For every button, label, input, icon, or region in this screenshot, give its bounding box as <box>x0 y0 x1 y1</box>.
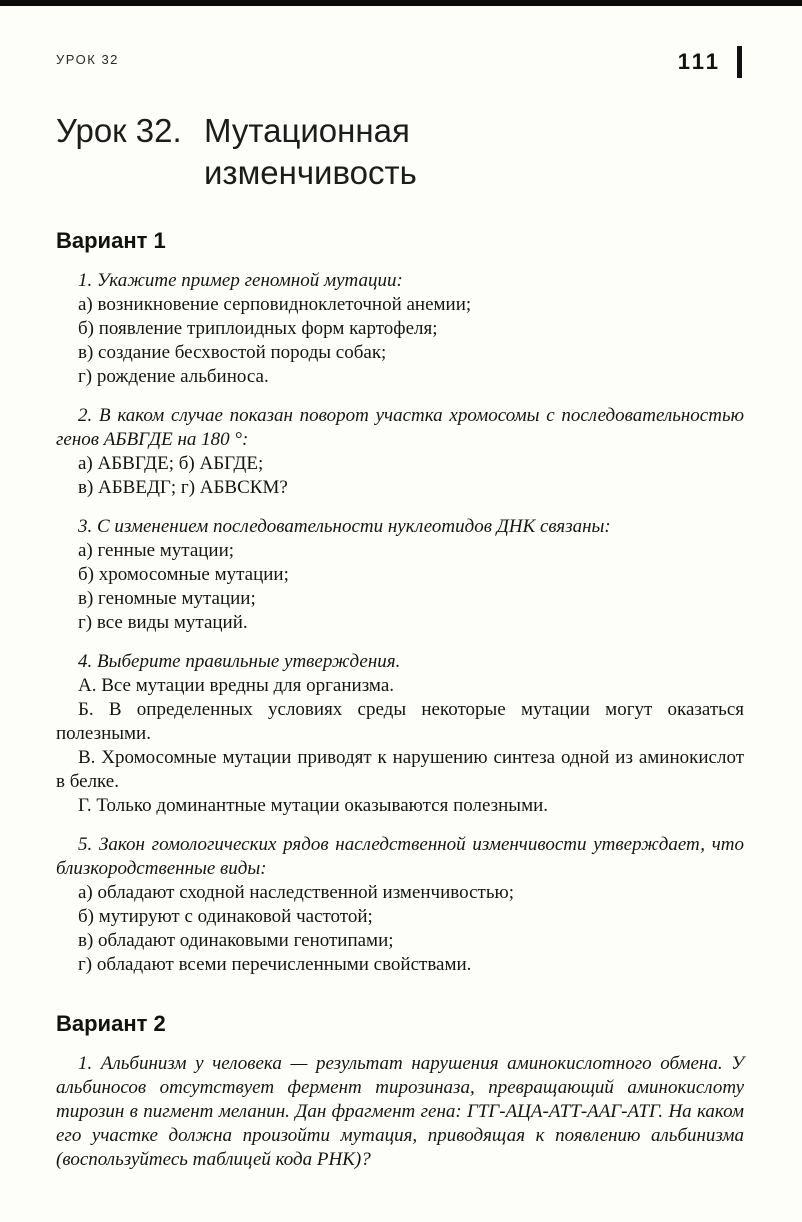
question-4-statement-g: Г. Только доминантные мутации оказываются полезными. <box>78 795 549 816</box>
lesson-name <box>204 110 417 194</box>
running-header-text: УРОК 32 <box>56 52 119 67</box>
question-2 <box>56 404 744 500</box>
lesson-name-line1: Мутационная <box>204 112 410 149</box>
question-2-stem: 2. В каком случае показан поворот участка хромосомы с последовательностью генов АБВГДЕ на 180 °: <box>56 405 744 450</box>
lesson-title <box>56 110 744 194</box>
question-1-option-a: а) возникновение серповидноклеточной анемии; <box>78 294 472 315</box>
question-3-option-a: а) генные мутации; <box>78 540 235 561</box>
question-3 <box>56 515 744 635</box>
question-5-option-v: в) обладают одинаковыми генотипами; <box>78 930 394 951</box>
question-4-statement-a: А. Все мутации вредны для организма. <box>78 675 395 696</box>
question-3-option-v: в) геномные мутации; <box>78 588 256 609</box>
question-1 <box>56 269 744 389</box>
running-header <box>56 46 744 78</box>
question-2-options-line2: в) АБВЕДГ; г) АБВСКМ? <box>78 477 288 498</box>
question-5 <box>56 833 744 977</box>
question-1-option-b: б) появление триплоидных форм картофеля; <box>78 318 438 339</box>
question-3-stem: 3. С изменением последовательности нуклеотидов ДНК связаны: <box>78 516 611 537</box>
lesson-number: Урок 32. <box>56 112 182 149</box>
question-1-option-v: в) создание бесхвостой породы собак; <box>78 342 387 363</box>
question-4-statement-v: В. Хромосомные мутации приводят к нарушению синтеза одной из аминокислот в белке. <box>56 747 744 792</box>
question-5-stem: 5. Закон гомологических рядов наследственной изменчивости утверждает, что близкородственные виды: <box>56 834 744 879</box>
question-5-option-g: г) обладают всеми перечисленными свойствами. <box>78 954 472 975</box>
variant2-task-1: 1. Альбинизм у человека — результат нарушения аминокислотного обмена. У альбиносов отсутствует фермент тирозиназа, превращающий аминокислоту тирозин в пигмент меланин. Дан фрагмент гена: ГТГ-АЦА-АТТ-ААГ-АТГ. На каком его участке должна произойти мутация, приводящая к появлению альбинизма (воспользуйтесь таблицей кода РНК)? <box>56 1053 744 1170</box>
page-number-block <box>678 46 742 78</box>
variant2-heading: Вариант 2 <box>56 1011 166 1036</box>
scan-edge <box>0 0 802 6</box>
page-number: 111 <box>677 49 721 74</box>
page-number-divider <box>737 46 742 78</box>
question-4-stem: 4. Выберите правильные утверждения. <box>78 651 401 672</box>
question-3-option-b: б) хромосомные мутации; <box>78 564 289 585</box>
question-1-option-g: г) рождение альбиноса. <box>78 366 269 387</box>
question-2-options-line1: а) АБВГДЕ; б) АБГДЕ; <box>78 453 264 474</box>
question-5-option-a: а) обладают сходной наследственной изменчивостью; <box>78 882 514 903</box>
question-4 <box>56 650 744 818</box>
question-5-option-b: б) мутируют с одинаковой частотой; <box>78 906 373 927</box>
question-4-statement-b: Б. В определенных условиях среды некоторые мутации могут оказаться полезными. <box>56 699 744 744</box>
lesson-name-line2: изменчивость <box>204 154 417 191</box>
question-1-stem: 1. Укажите пример геномной мутации: <box>78 270 403 291</box>
question-3-option-g: г) все виды мутаций. <box>78 612 248 633</box>
variant1-heading: Вариант 1 <box>56 228 166 253</box>
